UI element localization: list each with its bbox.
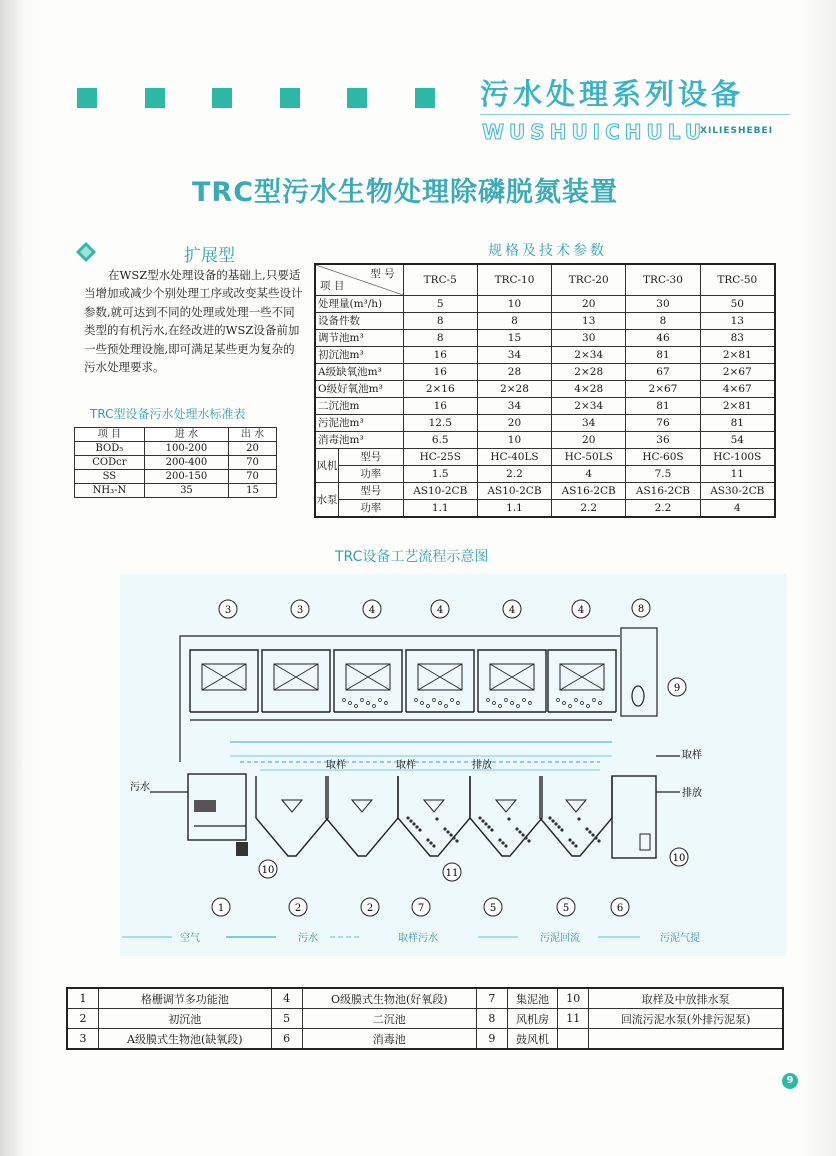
aeration-bubble [511,702,514,705]
sludge-particle [560,828,563,831]
aeration-bubble [575,699,578,702]
table-cell: 46 [626,330,700,347]
row-label: 污泥池m³ [315,415,403,432]
biotank [334,650,402,712]
aeration-bubble [385,702,388,705]
legend-number: 2 [67,1009,99,1029]
legend-text: 鼓风机 [507,1029,557,1050]
spec-title: 规格及技术参数 [488,243,607,259]
table-cell: HC-100S [700,449,775,466]
blower-room [621,628,657,716]
aeration-bubble [421,702,424,705]
aeration-bubble [415,699,418,702]
aeration-bubble [379,699,382,702]
legend-number: 3 [67,1029,99,1050]
brand-title-en: WUSHUICHULU [482,120,707,144]
table-cell: 2×67 [700,364,775,381]
intro-paragraph: 在WSZ型水处理设备的基础上,只要适当增加或减少个别处理工序或改变某些设计参数,就可达到不同的处理或处理一些不同类型的有机污水,在经改进的WSZ设备前加一些预处理设施,即可满足某些更为复杂的污水处理要求。 [84,268,303,375]
callout-number: 4 [436,605,444,616]
aeration-bubble [529,702,532,705]
sludge-particle [426,838,429,841]
table-cell: 34 [477,347,551,364]
table-cell: 100-200 [144,442,228,456]
aeration-bubble [493,702,496,705]
table-cell: HC-50LS [552,449,626,466]
table-cell: 出 水 [229,428,277,442]
legend-text: 初沉池 [99,1009,272,1029]
sub-label: 型号 [339,483,404,500]
aeration-bubble [587,705,590,708]
sludge-particle [527,839,530,842]
aeration-bubble [451,699,454,702]
sludge-particle [501,841,504,844]
model-header: TRC-30 [626,264,700,296]
line-legend [122,931,700,944]
table-cell: HC-40LS [477,449,551,466]
sludge-particle [487,825,490,828]
aeration-bubble [373,705,376,708]
sludge-particle [429,841,432,844]
table-cell: 15 [229,484,277,498]
sludge-particle [481,819,484,822]
sludge-particle [571,841,574,844]
sludge-particle [452,836,455,839]
legend-text [589,1029,783,1050]
table-cell: 8 [403,313,477,330]
legend-number: 9 [476,1029,507,1050]
row-label: 设备件数 [315,313,403,330]
legend-number: 6 [271,1029,302,1050]
callout-number: 8 [637,604,645,615]
biotank-row [190,628,657,716]
legend-number: 4 [271,988,302,1009]
sub-label: 功率 [339,466,404,483]
table-cell: 4×67 [700,381,775,398]
table-cell: AS30-2CB [700,483,775,500]
table-cell: HC-60S [626,449,700,466]
legend-text: 风机房 [507,1009,557,1029]
table-cell: 200-400 [144,456,228,470]
table-cell: 81 [626,398,700,415]
table-cell: 30 [626,296,700,313]
sludge-particle [507,817,510,820]
table-cell: 54 [700,432,775,449]
aeration-bubble [517,705,520,708]
sludge-particle [515,827,518,830]
settling-tank [470,776,542,856]
table-cell: 11 [700,466,775,483]
sludge-particle [449,833,452,836]
callout-number: 4 [368,605,376,616]
table-cell: 4×28 [552,381,626,398]
table-cell: AS10-2CB [403,483,477,500]
legend-text: O级膜式生物池(好氧段) [302,988,476,1009]
legend-text: 回流污泥水泵(外排污泥泵) [589,1009,783,1029]
biotank [478,650,546,712]
table-cell: AS16-2CB [552,483,626,500]
center-well [496,800,516,812]
table-cell: 2×34 [552,347,626,364]
table-cell: 2.2 [477,466,551,483]
group-label: 水泵 [315,483,339,518]
corner-model-label: 型 号 [370,268,395,280]
table-cell: 83 [700,330,775,347]
sludge-particle [577,817,580,820]
aeration-bubble [557,699,560,702]
callout-number: 4 [508,605,516,616]
air-header-pipe [180,636,620,762]
aeration-bubble [367,702,370,705]
sludge-particle [588,830,591,833]
page-title: TRC型污水生物处理除磷脱氮装置 [192,177,619,208]
brand-subtitle: XILIESHEBEI [700,126,774,136]
aeration-bubble [505,699,508,702]
callout-number: 3 [224,605,232,616]
legend-number [558,1029,589,1050]
callout-number: 10 [261,865,275,876]
table-cell: 13 [700,313,775,330]
aeration-bubble [445,705,448,708]
table-cell: 8 [403,330,477,347]
settling-tank [540,776,612,856]
table-cell: 20 [552,432,626,449]
legend-line-label: 取样污水 [398,933,438,944]
legend-text: 消毒池 [302,1029,476,1050]
settling-tank [256,776,328,856]
model-header: TRC-50 [700,264,775,296]
table-cell: 8 [477,313,551,330]
settling-tank [398,776,470,856]
table-cell: 70 [229,470,277,484]
settling-tank-row [188,774,656,858]
table-cell: 81 [700,415,775,432]
sludge-particle [597,839,600,842]
table-cell: 70 [229,456,277,470]
legend-line-label: 空气 [180,933,200,944]
legend-line-label: 污泥回流 [540,933,580,944]
sludge-particle [406,816,409,819]
sludge-particle [498,838,501,841]
table-cell: 进 水 [144,428,228,442]
table-cell: 项 目 [75,428,145,442]
sludge-particle [574,844,577,847]
table-cell: 34 [477,398,551,415]
callout-number: 4 [577,605,585,616]
aeration-bubble [569,705,572,708]
table-cell: HC-25S [403,449,477,466]
page-number: 9 [782,1073,798,1089]
legend-row [67,1009,783,1029]
aeration-bubble [349,702,352,705]
callout-number: 2 [294,903,302,914]
row-label: 消毒池m³ [315,432,403,449]
row-label: 调节池m³ [315,330,403,347]
legend-number: 11 [558,1009,589,1029]
callout-number: 5 [489,903,497,914]
aeration-bubble [523,699,526,702]
flow-label: 取样 [326,760,346,771]
center-well [352,800,372,812]
sub-label: 型号 [339,449,404,466]
table-cell: AS10-2CB [477,483,551,500]
table-cell: 1.5 [403,466,477,483]
biotank [548,650,616,712]
sludge-particle [557,825,560,828]
flow-title: TRC设备工艺流程示意图 [335,549,489,565]
row-label: 处理量(m³/h) [315,296,403,313]
table-cell: 1.1 [403,500,477,518]
table-cell: 2×34 [552,398,626,415]
callout-number: 7 [417,903,425,914]
legend-number: 10 [558,988,589,1009]
sludge-particle [435,817,438,820]
table-cell: 67 [626,364,700,381]
legend-text: 取样及中放排水泵 [589,988,783,1009]
table-cell: 7.5 [626,466,700,483]
aeration-bubble [563,702,566,705]
group-label: 风机 [315,449,339,483]
callout-number: 2 [366,903,374,914]
flow-label: 取样 [396,760,416,771]
sludge-particle [455,839,458,842]
table-cell: 15 [477,330,551,347]
sludge-particle [551,819,554,822]
aeration-bubble [439,702,442,705]
center-well [566,800,586,812]
table-cell: 2×81 [700,347,775,364]
table-cell: 2×81 [700,398,775,415]
corner-item-label: 项 目 [320,280,345,292]
sludge-particle [591,833,594,836]
flow-label: 排放 [472,760,492,771]
table-cell: 20 [552,296,626,313]
pump-icon [236,842,248,856]
table-cell: 50 [700,296,775,313]
aeration-bubble [499,705,502,708]
table-cell: SS [75,470,145,484]
sludge-particle [524,836,527,839]
table-cell: 2×16 [403,381,477,398]
sludge-particle [568,838,571,841]
sludge-particle [594,836,597,839]
table-cell: NH₃-N [75,484,145,498]
callout-number: 11 [445,868,459,879]
table-cell: 6.5 [403,432,477,449]
sludge-particle [415,825,418,828]
aeration-bubble [457,702,460,705]
table-cell: 16 [403,398,477,415]
aeration-bubble [487,699,490,702]
center-well [424,800,444,812]
table-cell: 34 [552,415,626,432]
model-header: TRC-20 [552,264,626,296]
table-cell: 5 [403,296,477,313]
model-header: TRC-5 [403,264,477,296]
aeration-bubble [433,699,436,702]
legend-number: 8 [476,1009,507,1029]
sludge-particle [518,830,521,833]
biotank [262,650,330,712]
table-cell: 8 [626,313,700,330]
sludge-particle [418,828,421,831]
sludge-particle [443,827,446,830]
table-cell: 10 [477,432,551,449]
sludge-particle [409,819,412,822]
table-cell: 76 [626,415,700,432]
center-well [282,800,302,812]
legend-number: 5 [271,1009,302,1029]
sludge-particle [585,827,588,830]
brand-title-cn: 污水处理系列设备 [480,77,745,111]
table-cell: 13 [552,313,626,330]
callout-markers [212,599,688,916]
aeration-bubble [427,705,430,708]
sludge-particle [478,816,481,819]
blower-icon [632,686,644,706]
section-subtitle: 扩展型 [184,246,235,266]
row-label: A级缺氧池m³ [315,364,403,381]
legend-line-label: 污泥气提 [660,933,700,944]
disinfection-tank [612,776,656,858]
aeration-bubble [581,702,584,705]
sludge-particle [521,833,524,836]
table-cell: 10 [477,296,551,313]
table-cell: 12.5 [403,415,477,432]
legend-text: 二沉池 [302,1009,476,1029]
table-cell: 16 [403,364,477,381]
legend-text: 集泥池 [507,988,557,1009]
aeration-bubble [593,699,596,702]
sludge-particle [548,816,551,819]
row-label: O级好氧池m³ [315,381,403,398]
sludge-particle [412,822,415,825]
component-legend-table [66,987,784,1050]
table-cell: 20 [477,415,551,432]
legend-number: 7 [476,988,507,1009]
sludge-particle [446,830,449,833]
legend-text: A级膜式生物池(缺氧段) [99,1029,272,1050]
sub-label: 功率 [339,500,404,518]
sludge-particle [490,828,493,831]
aeration-bubble [343,699,346,702]
table-cell: 35 [144,484,228,498]
screen-grid [194,800,216,812]
settling-tank [326,776,398,856]
table-cell: 2×67 [626,381,700,398]
aeration-bubble [361,699,364,702]
legend-row [67,1029,783,1050]
table-cell: BOD₅ [75,442,145,456]
sludge-particle [554,822,557,825]
callout-number: 9 [673,683,681,694]
table-cell: 2×28 [552,364,626,381]
flow-label: 取样 [682,750,702,761]
callout-number: 1 [217,903,225,914]
callout-number: 10 [672,853,686,864]
table-cell: 16 [403,347,477,364]
table-cell: 2×28 [477,381,551,398]
flow-label: 污水 [130,782,150,793]
legend-number: 1 [67,988,99,1009]
table-cell: 2.2 [552,500,626,518]
table-cell: 1.1 [477,500,551,518]
callout-number: 6 [616,903,624,914]
callout-number: 5 [562,903,570,914]
row-label: 初沉池m³ [315,347,403,364]
pump-icon [640,834,650,850]
aeration-bubble [599,702,602,705]
callout-number: 3 [296,605,304,616]
sludge-particle [432,844,435,847]
aeration-bubble [355,705,358,708]
legend-row [67,988,783,1009]
table-cell: 4 [552,466,626,483]
table-cell: AS16-2CB [626,483,700,500]
sludge-particle [504,844,507,847]
legend-text: 格栅调节多功能池 [99,988,272,1009]
legend-line-label: 污水 [298,933,318,944]
table-cell: 28 [477,364,551,381]
table-cell: 30 [552,330,626,347]
biotank [190,650,258,712]
row-label: 二沉池m [315,398,403,415]
flow-label: 排放 [682,788,702,799]
table-cell: 36 [626,432,700,449]
table-cell: 2.2 [626,500,700,518]
table-cell: CODcr [75,456,145,470]
table-cell: 200-150 [144,470,228,484]
table-cell: 4 [700,500,775,518]
model-header: TRC-10 [477,264,551,296]
sludge-particle [484,822,487,825]
biotank [406,650,474,712]
table-cell: 20 [229,442,277,456]
water-quality-title: TRC型设备污水处理水标准表 [90,407,246,421]
table-cell: 81 [626,347,700,364]
